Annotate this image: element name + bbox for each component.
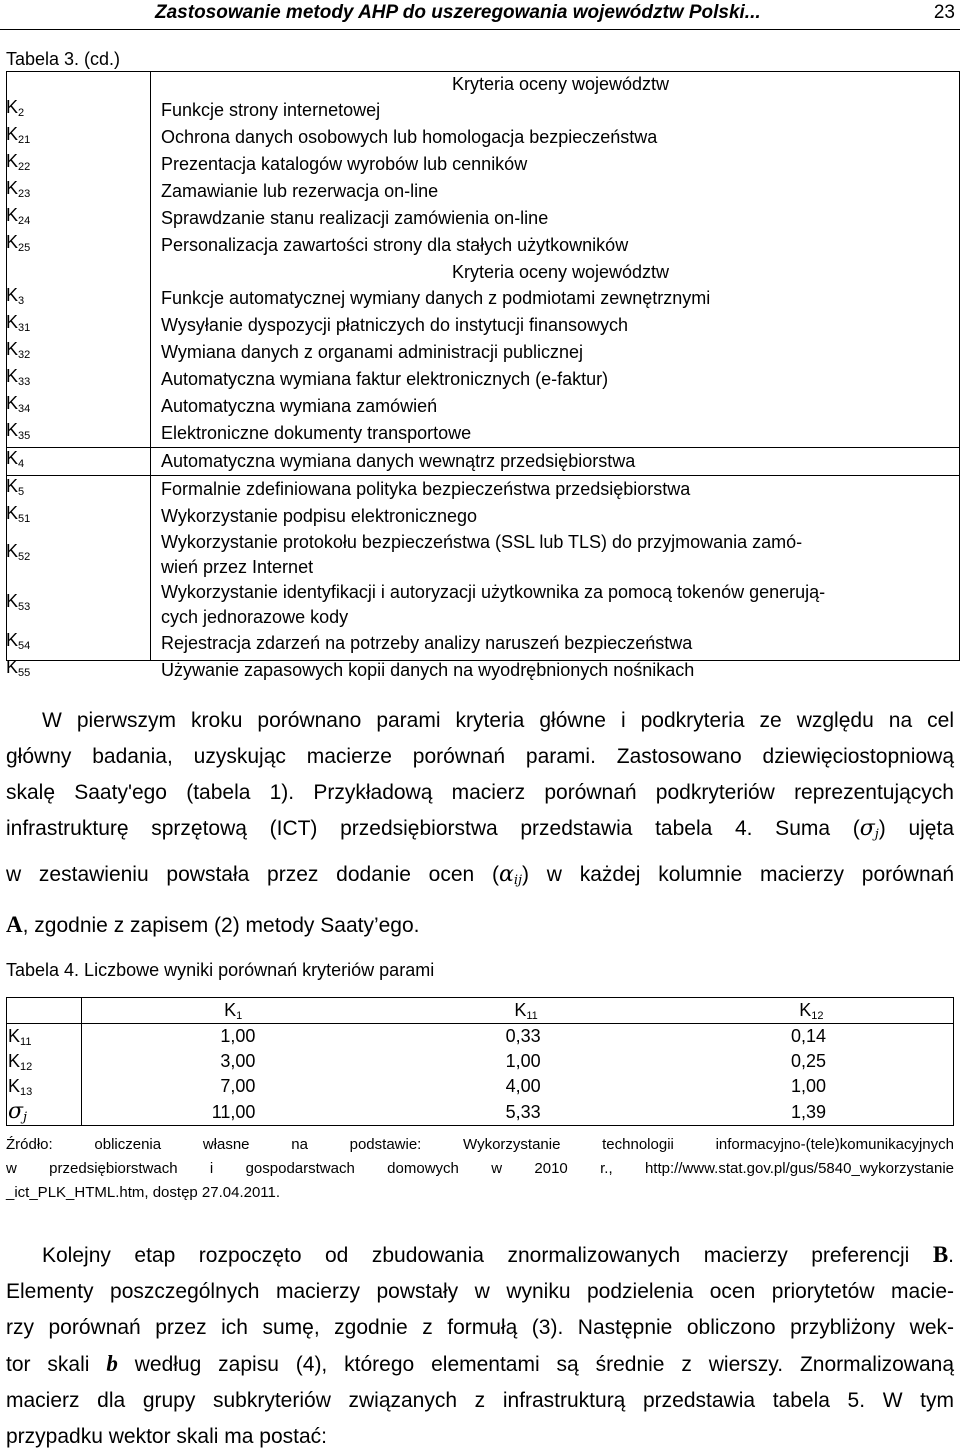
row-header: $K_{11}$ [8,1025,32,1048]
sigma-symbol: σ [859,816,875,841]
section-heading: Kryteria oceny województw [451,74,670,95]
source-note [6,1133,954,1205]
criterion-label: Wykorzystanie protokołu bezpieczeństwa (SSL lub TLS) do przyjmowania zamó- wień przez Internet [161,531,803,577]
table-cell: 1,00 [790,1076,826,1096]
table-cell: 0,33 [505,1026,541,1046]
table-header-row [6,998,954,1024]
criterion-label: Automatyczna wymiana faktur elektronicznych (e-faktur) [161,368,609,389]
text-line: rzy porównań przez ich sumę, zgodnie z formułą (3). Następnie obliczono przybliżony wek- [6,1316,954,1339]
text-line: skalę Saaty'ego (tabela 1). Przykładową macierz porównań podkryteriów reprezentujących [6,781,954,804]
table-cell: 7,00 [220,1076,256,1096]
table4-column-rule [81,997,82,1125]
table-row [6,124,960,151]
criterion-label: Elektroniczne dokumenty transportowe [161,422,472,443]
criterion-code: $K_3$ [6,284,25,307]
header-rule [0,29,960,30]
criterion-code: $K_{22}$ [6,151,31,174]
section-heading: Kryteria oceny województw [451,261,670,282]
table-row [6,630,960,657]
table-row [6,259,960,284]
table-row [6,339,960,366]
table-row [6,285,960,312]
table-row [6,312,960,339]
criterion-label: Wykorzystanie identyfikacji i autoryzacji użytkownika za pomocą tokenów generują- cych jednorazowe kody [161,581,826,627]
criterion-label: Formalnie zdefiniowana polityka bezpieczeństwa przedsiębiorstwa [161,478,691,499]
criterion-label: Prezentacja katalogów wyrobów lub cenników [161,154,528,175]
criteria-table [6,72,960,684]
criterion-code: $K_2$ [6,97,25,120]
alpha-symbol: α [498,862,514,887]
text-line: tor skali b według zapisu (4), którego elementami są średnie z wierszy. Znormalizowaną [6,1351,955,1376]
criterion-code: $K_{24}$ [6,205,31,228]
criterion-code: $K_{21}$ [6,124,31,147]
table-row [6,420,960,448]
criterion-code: $K_{32}$ [6,338,31,361]
criterion-code: $K_{31}$ [6,311,31,334]
text-line: w przedsiębiorstwach i gospodarstwach domowych w 2010 r., http://www.stat.gov.pl/gus/5840_wykorzystanie [6,1160,954,1177]
criterion-label: Personalizacja zawartości strony dla stałych użytkowników [161,235,629,256]
criterion-label: Automatyczna wymiana zamówień [161,395,438,416]
text-line: _ict_PLK_HTML.htm, dostęp 27.04.2011. [6,1184,281,1201]
table-row [6,1049,954,1074]
table4-caption: Tabela 4. Liczbowe wyniki porównań kryteriów parami [6,960,435,980]
criterion-code: $K_4$ [6,447,156,475]
criterion-label: Zamawianie lub rezerwacja on-line [161,181,439,202]
matrix-a-symbol: A [6,912,23,937]
table-row [6,1024,954,1050]
table-row [6,1099,954,1126]
table-row [6,447,960,475]
column-header: $K_{12}$ [669,998,954,1024]
body-paragraph-2 [6,1237,954,1455]
criterion-code: $K_{35}$ [6,419,31,442]
criterion-label: Automatyczna wymiana danych wewnątrz przedsiębiorstwa [156,447,960,475]
text-line: Źródło: obliczenia własne na podstawie: Wykorzystanie technologii informacyjno-(tele)komunikacyjnych [6,1136,954,1153]
text-line: główny badania, uzyskując macierze porównań parami. Zastosowano dziewięciostopniową [6,745,954,768]
criterion-label: Używanie zapasowych kopii danych na wyodrębnionych nośnikach [161,659,695,680]
page-number: 23 [933,2,955,23]
table-cell: 5,33 [383,1099,668,1126]
table-cell: 11,00 [83,1099,383,1126]
text-line: infrastrukturę sprzętową (ICT) przedsiębiorstwa przedstawia tabela 4. Suma $(\sigma_j)$ ujęta [6,816,954,842]
text-line: w zestawieniu powstała przez dodanie ocen $(\alpha_{ij})$ w każdej kolumnie macierzy porównań [6,862,955,888]
vector-b-symbol: b [106,1351,118,1376]
table-row [6,657,960,684]
row-header: $\sigma_j$ [6,1099,83,1126]
table-row [6,97,960,124]
text-line: A, zgodnie z zapisem (2) metody Saaty’ego. [6,912,420,937]
table-row [6,503,960,530]
table-row [6,72,960,97]
table-row [6,366,960,393]
column-header: $K_{11}$ [383,998,668,1024]
table-row [6,151,960,178]
table-row [6,205,960,232]
column-header: $K_1$ [83,998,383,1024]
body-paragraph-1 [6,703,954,944]
criterion-code: $K_{51}$ [6,502,31,525]
criterion-label: Ochrona danych osobowych lub homologacja bezpieczeństwa [161,127,658,148]
criterion-label: Wymiana danych z organami administracji publicznej [161,341,584,362]
table-cell: 3,00 [220,1051,256,1071]
table4-left-rule [6,997,7,1125]
criterion-label: Sprawdzanie stanu realizacji zamówienia on-line [161,208,549,229]
criterion-label: Rejestracja zdarzeń na potrzeby analizy naruszeń bezpieczeństwa [161,632,693,653]
table3-caption: Tabela 3. (cd.) [6,49,121,69]
text-line: przypadku wektor skali ma postać: [6,1425,327,1448]
criterion-code: $K_5$ [6,475,25,498]
table-cell: 1,00 [505,1051,541,1071]
table-cell: 1,39 [669,1099,954,1126]
table-cell: 1,00 [220,1026,256,1046]
criterion-label: Wykorzystanie podpisu elektronicznego [161,505,478,526]
criterion-code: $K_{33}$ [6,365,31,388]
criterion-code: $K_{54}$ [6,629,31,652]
table-row [6,580,960,630]
running-header [155,2,955,28]
criterion-label: Funkcje automatycznej wymiany danych z podmiotami zewnętrznymi [161,287,711,308]
criterion-label: Wysyłanie dyspozycji płatniczych do instytucji finansowych [161,314,629,335]
text-line: W pierwszym kroku porównano parami kryteria główne i podkryteria ze względu na cel [42,709,954,732]
table4-right-rule [953,997,954,1125]
table-row [6,178,960,205]
table-row [6,1074,954,1099]
table-row [6,393,960,420]
table-cell: 0,25 [790,1051,826,1071]
table-row [6,475,960,503]
text-line: Kolejny etap rozpoczęto od zbudowania znormalizowanych macierzy preferencji B. [42,1242,954,1267]
running-title: Zastosowanie metody AHP do uszeregowania województw Polski... [155,2,761,23]
text-line: macierz dla grupy subkryteriów związanych z infrastrukturą przedstawia tabela 5. W tym [6,1389,954,1412]
comparison-table [6,997,954,1126]
criterion-code: $K_{23}$ [6,178,31,201]
table-cell: 0,14 [790,1026,826,1046]
row-header: $K_{12}$ [8,1050,33,1073]
text-line: Elementy poszczególnych macierzy powstały w wyniku podzielenia ocen priorytetów macie- [6,1280,954,1303]
criterion-code: $K_{52}$ [6,541,31,564]
table-row [6,530,960,580]
criterion-code: $K_{55}$ [6,656,31,679]
table-cell: 4,00 [505,1076,541,1096]
row-header: $K_{13}$ [8,1075,33,1098]
criterion-code: $K_{34}$ [6,392,31,415]
criterion-label: Funkcje strony internetowej [161,100,381,121]
criterion-code: $K_{25}$ [6,232,31,255]
criterion-code: $K_{53}$ [6,591,31,614]
table-row [6,232,960,259]
matrix-b-symbol: B [932,1242,949,1267]
